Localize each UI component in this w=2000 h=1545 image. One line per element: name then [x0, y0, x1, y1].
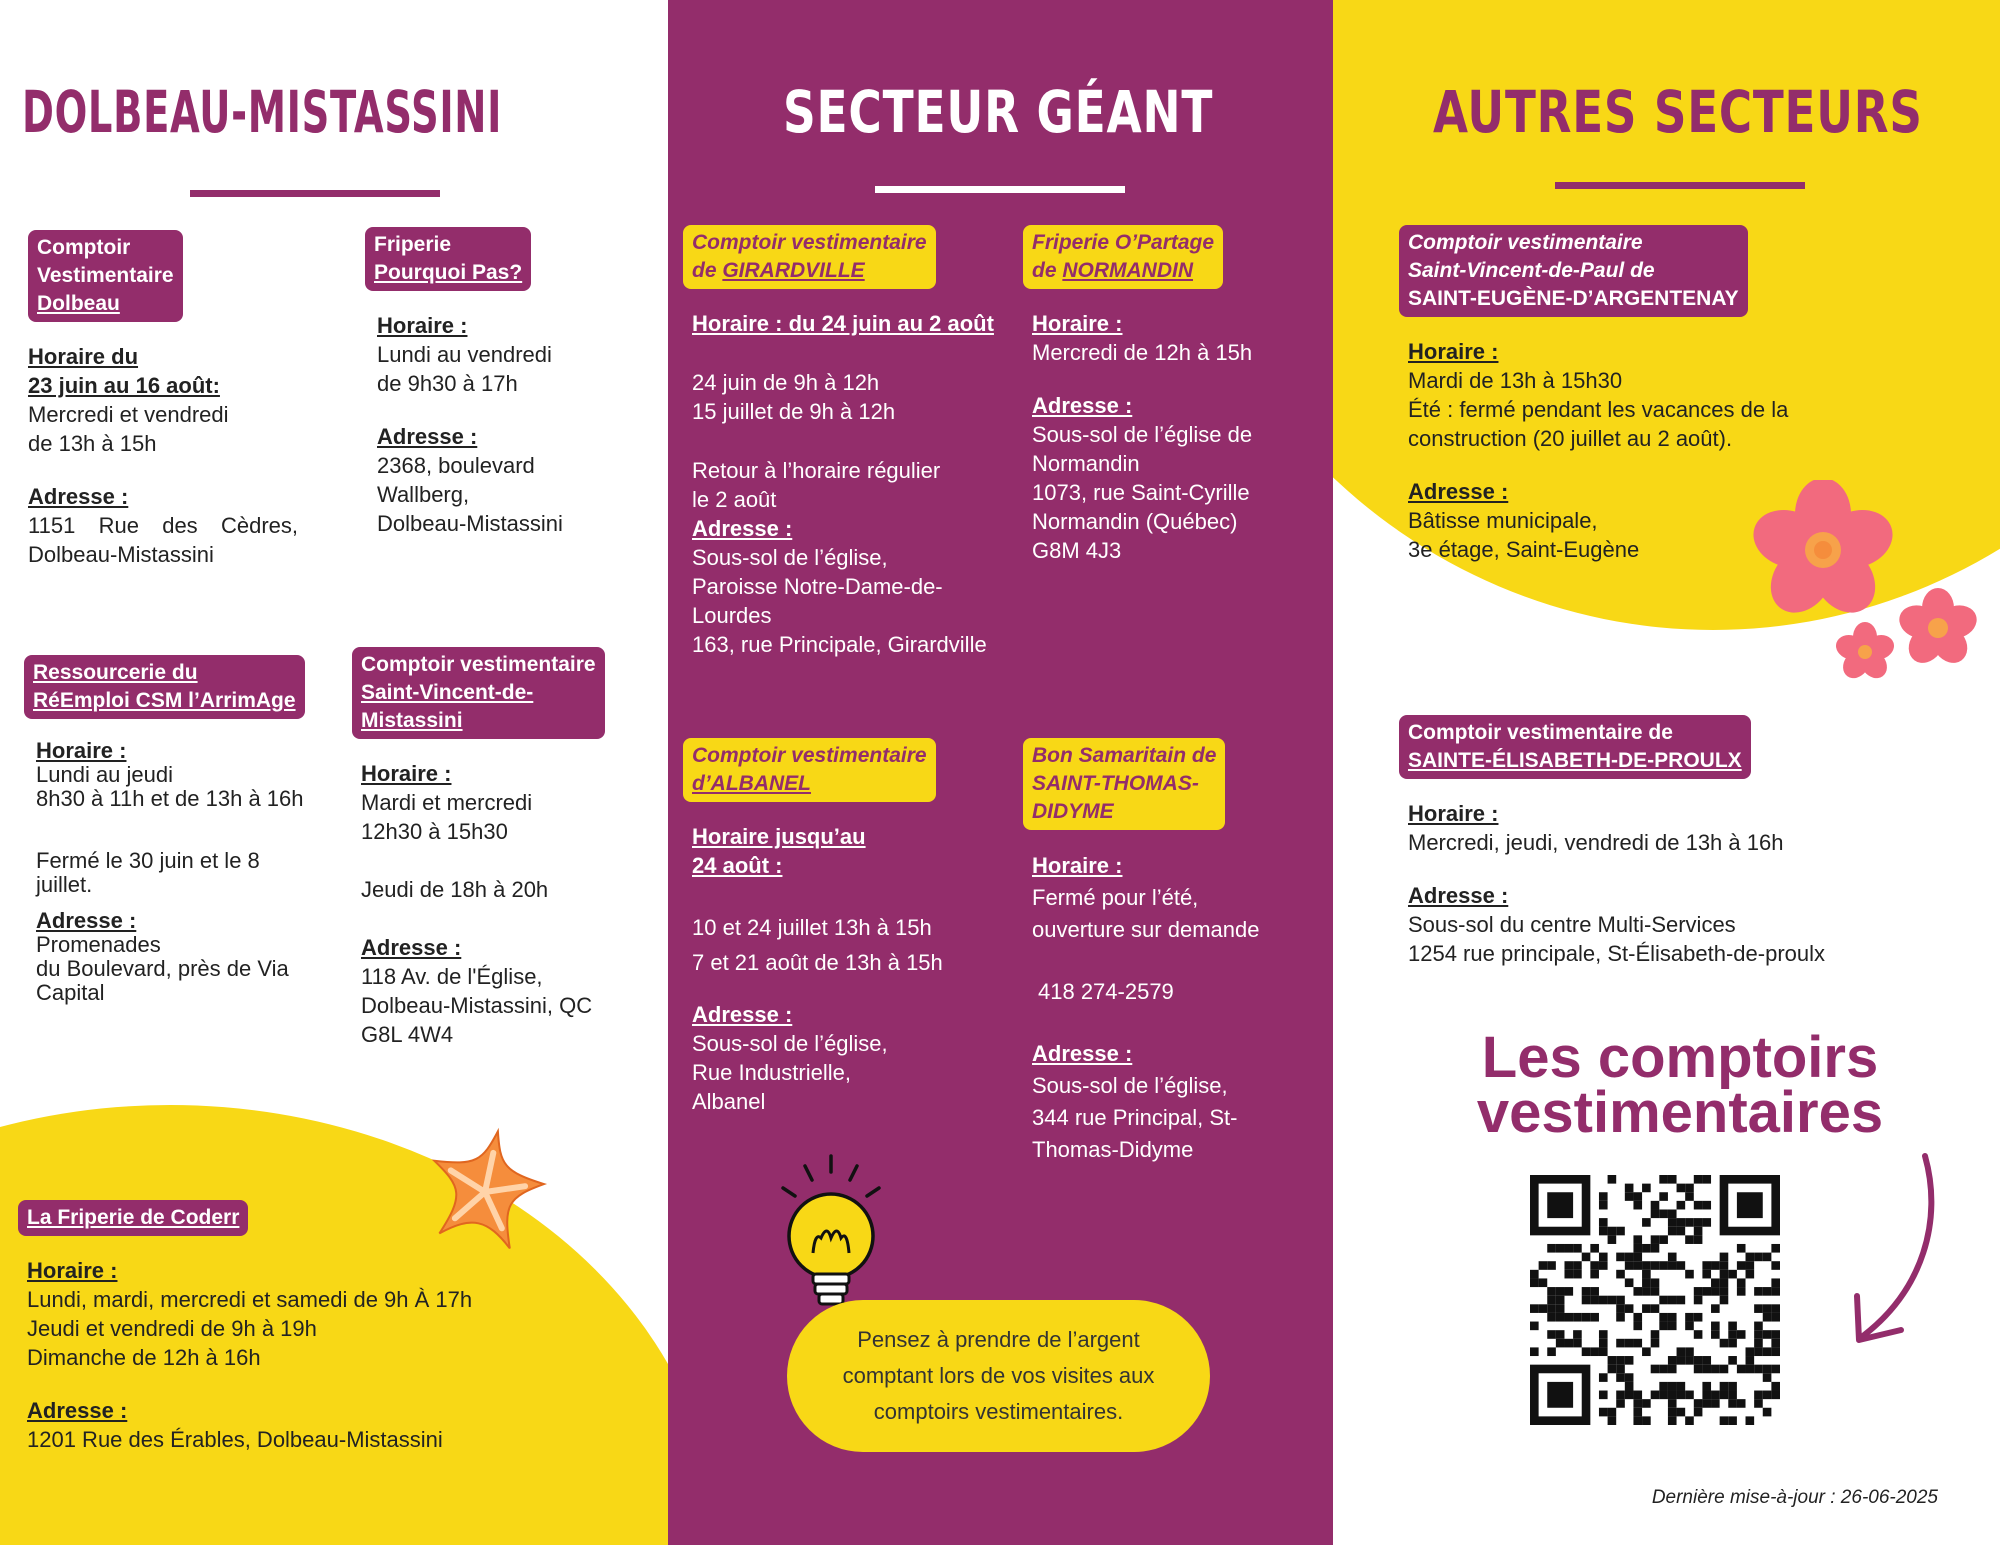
adresse-label: Adresse :	[36, 908, 137, 933]
adresse-label: Adresse :	[28, 484, 129, 509]
adresse-label: Adresse :	[1032, 1041, 1133, 1066]
card-saint-thomas-didyme: Bon Samaritain de SAINT-THOMAS- DIDYME Horaire : Fermé pour l’été, ouverture sur demande 418 274-2579 Adresse : Sous-sol de l’église, 344 rue Principal, St- Thomas-Didyme	[1023, 738, 1323, 1166]
horaire-label: Horaire :	[1408, 801, 1499, 826]
card-friperie-pourquoi-pas: Friperie Pourquoi Pas? Horaire : Lundi au vendredi de 9h30 à 17h Adresse : 2368, boulevard Wallberg, Dolbeau-Mistassini	[365, 227, 635, 538]
horaire-label: Horaire :	[377, 313, 468, 338]
flower-icon	[1753, 480, 1983, 695]
adresse-label: Adresse :	[1408, 479, 1509, 504]
card-normandin: Friperie O’Partage de NORMANDIN Horaire : Mercredi de 12h à 15h Adresse : Sous-sol de l’église de Normandin 1073, rue Saint-Cyrille Normandin (Québec) G8M 4J3	[1023, 225, 1323, 565]
column-autres-secteurs	[1333, 0, 2000, 1545]
horaire-label: Horaire jusqu’au	[692, 824, 866, 849]
adresse-label: Adresse :	[692, 1002, 793, 1027]
horaire-label: Horaire : du 24 juin au 2 août	[692, 311, 994, 336]
curved-arrow-icon	[1813, 1150, 1943, 1350]
column-dolbeau-mistassini	[0, 0, 668, 1545]
horaire-label: Horaire :	[1032, 853, 1123, 878]
card-name-tag: Friperie O’Partage de NORMANDIN	[1023, 225, 1223, 289]
adresse-label: Adresse :	[1032, 393, 1133, 418]
title-underline	[875, 186, 1125, 193]
section-title: SECTEUR GÉANT	[783, 78, 1214, 146]
card-name-tag: Comptoir vestimentaire de GIRARDVILLE	[683, 225, 936, 289]
adresse-label: Adresse :	[27, 1398, 128, 1423]
card-name-tag: Comptoir vestimentaire Saint-Vincent-de-Paul de SAINT-EUGÈNE-D’ARGENTENAY	[1399, 225, 1748, 317]
horaire-label: Horaire :	[36, 738, 127, 763]
last-update: Dernière mise-à-jour : 26-06-2025	[1651, 1487, 1938, 1508]
card-name-tag: Comptoir Vestimentaire Dolbeau	[28, 230, 183, 322]
horaire-label: Horaire :	[27, 1258, 118, 1283]
card-name-tag: Bon Samaritain de SAINT-THOMAS- DIDYME	[1023, 738, 1225, 830]
horaire-label: Horaire du	[28, 344, 139, 369]
adresse-label: Adresse :	[1408, 883, 1509, 908]
card-ressourcerie-arrimage: Ressourcerie du RéEmploi CSM l’ArrimAge Horaire : Lundi au jeudi 8h30 à 11h et de 13h à 16h Fermé le 30 juin et le 8 juillet. Adresse : Promenades du Boulevard, près de Via Capital	[24, 655, 344, 1005]
card-name-tag: Friperie Pourquoi Pas?	[365, 227, 531, 291]
card-sainte-elisabeth: Comptoir vestimentaire de SAINTE-ÉLISABETH-DE-PROULX Horaire : Mercredi, jeudi, vendredi de 13h à 16h Adresse : Sous-sol du centre Multi-Services 1254 rue principale, St-Élisabeth-de-proulx	[1399, 715, 1939, 968]
qr-code-icon[interactable]	[1530, 1175, 1780, 1425]
adresse-label: Adresse :	[692, 516, 793, 541]
card-saint-vincent-mistassini: Comptoir vestimentaire Saint-Vincent-de- Mistassini Horaire : Mardi et mercredi 12h30 à 15h30 Jeudi de 18h à 20h Adresse : 118 Av. de l'Église, Dolbeau-Mistassini, QC G8L 4W4	[352, 647, 652, 1049]
title-underline	[1555, 182, 1805, 189]
brochure-title: Les comptoirs vestimentaires	[1476, 1025, 1884, 1145]
section-title: DOLBEAU-MISTASSINI	[22, 78, 503, 146]
card-friperie-coderr: La Friperie de Coderr Horaire : Lundi, mardi, mercredi et samedi de 9h À 17h Jeudi et vendredi de 9h à 19h Dimanche de 12h à 16h Adresse : 1201 Rue des Érables, Dolbeau-Mistassini	[18, 1200, 618, 1454]
horaire-label: 24 août :	[692, 853, 783, 878]
adresse-label: Adresse :	[377, 424, 478, 449]
adresse-label: Adresse :	[361, 935, 462, 960]
card-name-tag: La Friperie de Coderr	[18, 1200, 248, 1236]
horaire-label: Horaire :	[361, 761, 452, 786]
card-albanel: Comptoir vestimentaire d’ALBANEL Horaire jusqu’au 24 août : 10 et 24 juillet 13h à 15h 7 et 21 août de 13h à 15h Adresse : Sous-sol de l’église, Rue Industrielle, Albanel	[683, 738, 1003, 1116]
horaire-label: Horaire :	[1408, 339, 1499, 364]
horaire-label: 23 juin au 16 août:	[28, 373, 220, 398]
lightbulb-icon	[763, 1148, 898, 1318]
card-comptoir-dolbeau: Comptoir Vestimentaire Dolbeau Horaire du 23 juin au 16 août: Mercredi et vendredi de 13h à 15h Adresse : 1151 Rue des Cèdres, Dolbeau-Mistassini	[28, 230, 298, 569]
card-name-tag: Ressourcerie du RéEmploi CSM l’ArrimAge	[24, 655, 305, 719]
section-title: AUTRES SECTEURS	[1433, 78, 1923, 146]
card-name-tag: Comptoir vestimentaire Saint-Vincent-de- Mistassini	[352, 647, 605, 739]
card-saint-eugene: Comptoir vestimentaire Saint-Vincent-de-Paul de SAINT-EUGÈNE-D’ARGENTENAY Horaire : Mardi de 13h à 15h30 Été : fermé pendant les vacances de la construction (20 juillet au 2 août). Adresse : Bâtisse municipale, 3e étage, Saint-Eugène	[1399, 225, 1869, 564]
horaire-label: Horaire :	[1032, 311, 1123, 336]
card-name-tag: Comptoir vestimentaire de SAINTE-ÉLISABETH-DE-PROULX	[1399, 715, 1751, 779]
card-girardville: Comptoir vestimentaire de GIRARDVILLE Horaire : du 24 juin au 2 août 24 juin de 9h à 12h 15 juillet de 9h à 12h Retour à l’horaire régulier le 2 août Adresse : Sous-sol de l’église, Paroisse Notre-Dame-de- Lourdes 163, rue Principale, Girardville	[683, 225, 1003, 659]
phone-number: 418 274-2579	[1038, 979, 1174, 1004]
title-underline	[190, 190, 440, 197]
card-name-tag: Comptoir vestimentaire d’ALBANEL	[683, 738, 936, 802]
tip-bubble: Pensez à prendre de l’argent comptant lors de vos visites aux comptoirs vestimentaires.	[787, 1300, 1210, 1452]
